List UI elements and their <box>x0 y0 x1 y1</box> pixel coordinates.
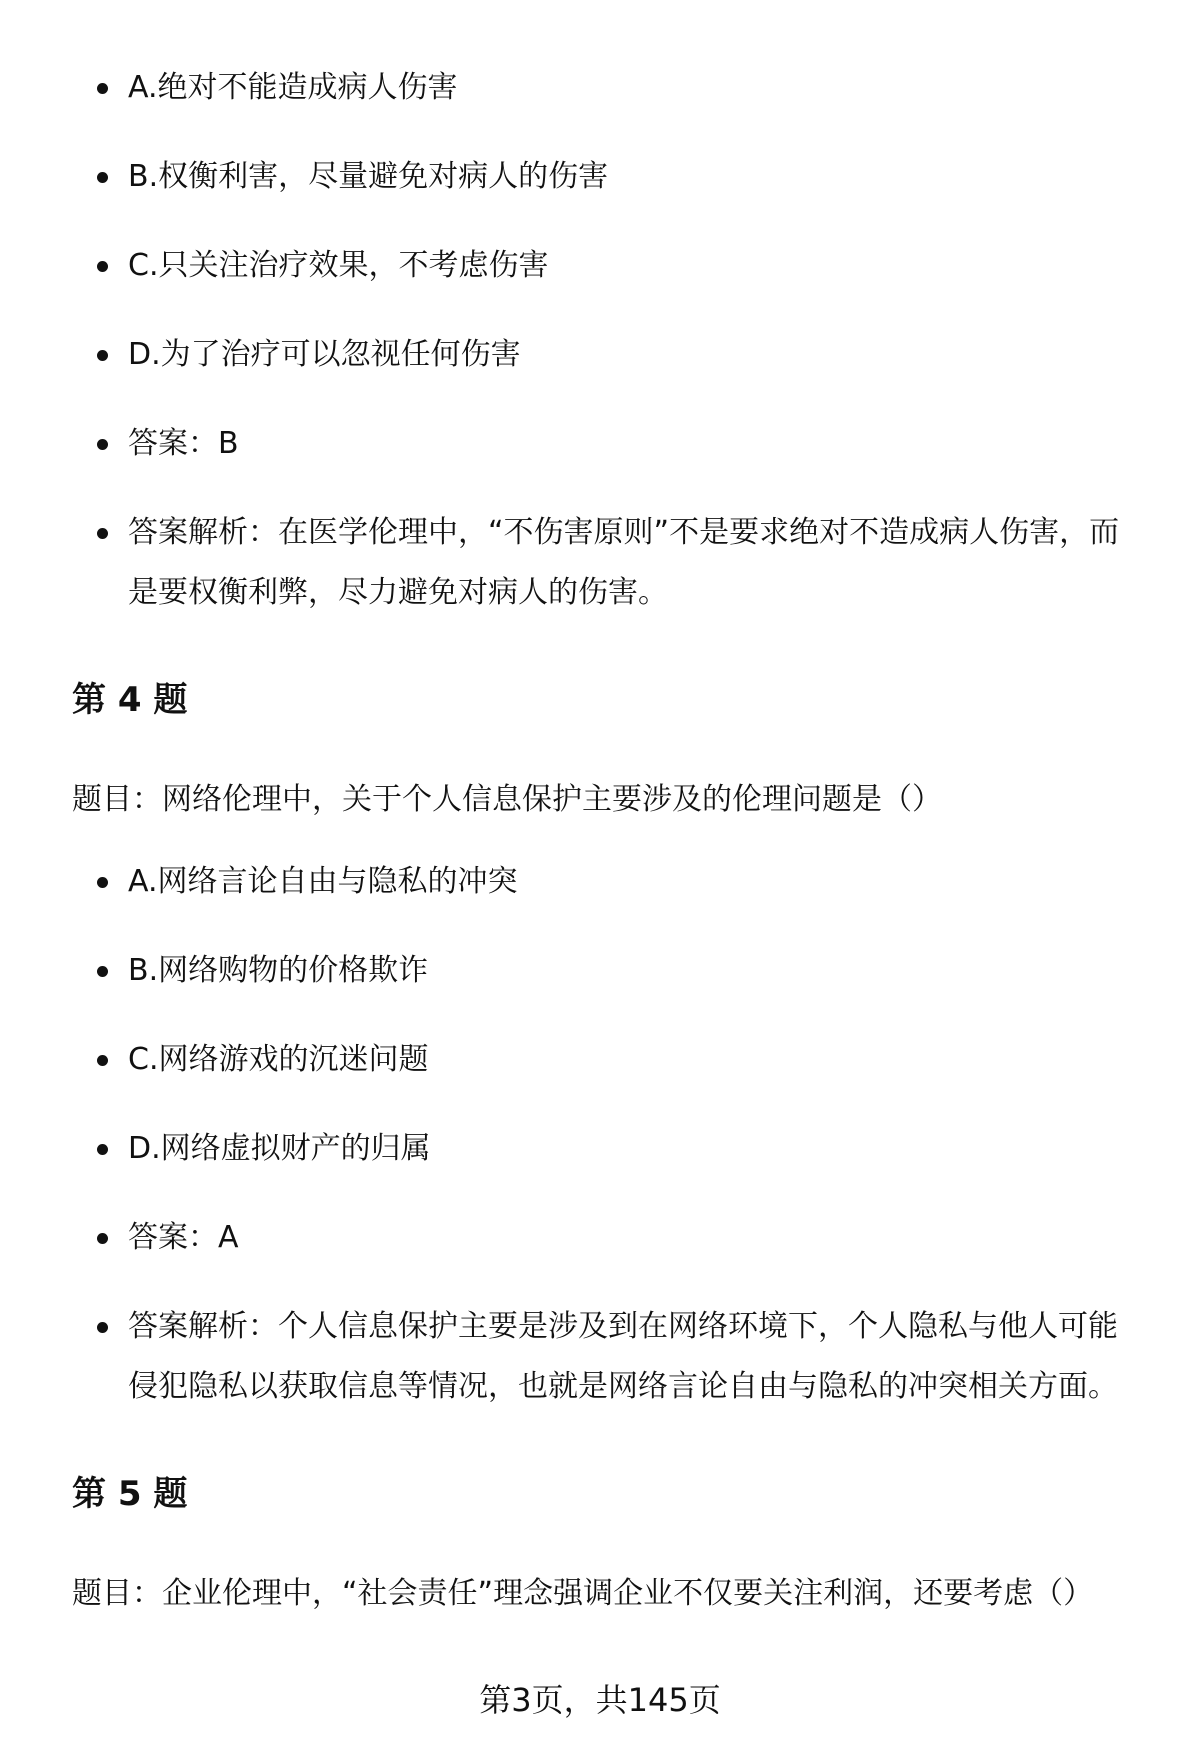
bullet-icon <box>97 172 108 183</box>
option-c: C.只关注治疗效果，不考虑伤害 <box>0 236 1128 296</box>
page-number: 第3页，共145页 <box>479 1681 721 1719</box>
analysis-item: 答案解析：个人信息保护主要是涉及到在网络环境下，个人隐私与他人可能侵犯隐私以获取信息等情况，也就是网络言论自由与隐私的冲突相关方面。 <box>0 1297 1128 1417</box>
option-b: B.网络购物的价格欺诈 <box>0 941 1128 1001</box>
question-4-block <box>0 852 1128 1417</box>
bullet-icon <box>97 350 108 361</box>
question-3-block <box>0 58 1128 623</box>
question-4-stem: 题目：网络伦理中，关于个人信息保护主要涉及的伦理问题是（） <box>72 782 942 817</box>
bullet-icon <box>97 1233 108 1244</box>
bullet-icon <box>97 261 108 272</box>
option-a: A.网络言论自由与隐私的冲突 <box>0 852 1128 912</box>
bullet-icon <box>97 877 108 888</box>
bullet-icon <box>97 528 108 539</box>
question-5-heading: 第 5 题 <box>72 1474 188 1514</box>
answer-item: 答案：B <box>0 414 1128 474</box>
question-4-heading: 第 4 题 <box>72 680 188 720</box>
question-5-stem: 题目：企业伦理中，“社会责任”理念强调企业不仅要关注利润，还要考虑（） <box>72 1576 1094 1611</box>
option-c: C.网络游戏的沉迷问题 <box>0 1030 1128 1090</box>
bullet-icon <box>97 1144 108 1155</box>
question-3-options <box>0 58 1128 623</box>
bullet-icon <box>97 1322 108 1333</box>
option-d: D.为了治疗可以忽视任何伤害 <box>0 325 1128 385</box>
option-a: A.绝对不能造成病人伤害 <box>0 58 1128 118</box>
bullet-icon <box>97 966 108 977</box>
bullet-icon <box>97 439 108 450</box>
question-4-options <box>0 852 1128 1417</box>
bullet-icon <box>97 1055 108 1066</box>
option-d: D.网络虚拟财产的归属 <box>0 1119 1128 1179</box>
analysis-item: 答案解析：在医学伦理中，“不伤害原则”不是要求绝对不造成病人伤害，而是要权衡利弊，尽力避免对病人的伤害。 <box>0 503 1128 623</box>
answer-item: 答案：A <box>0 1208 1128 1268</box>
bullet-icon <box>97 83 108 94</box>
option-b: B.权衡利害，尽量避免对病人的伤害 <box>0 147 1128 207</box>
